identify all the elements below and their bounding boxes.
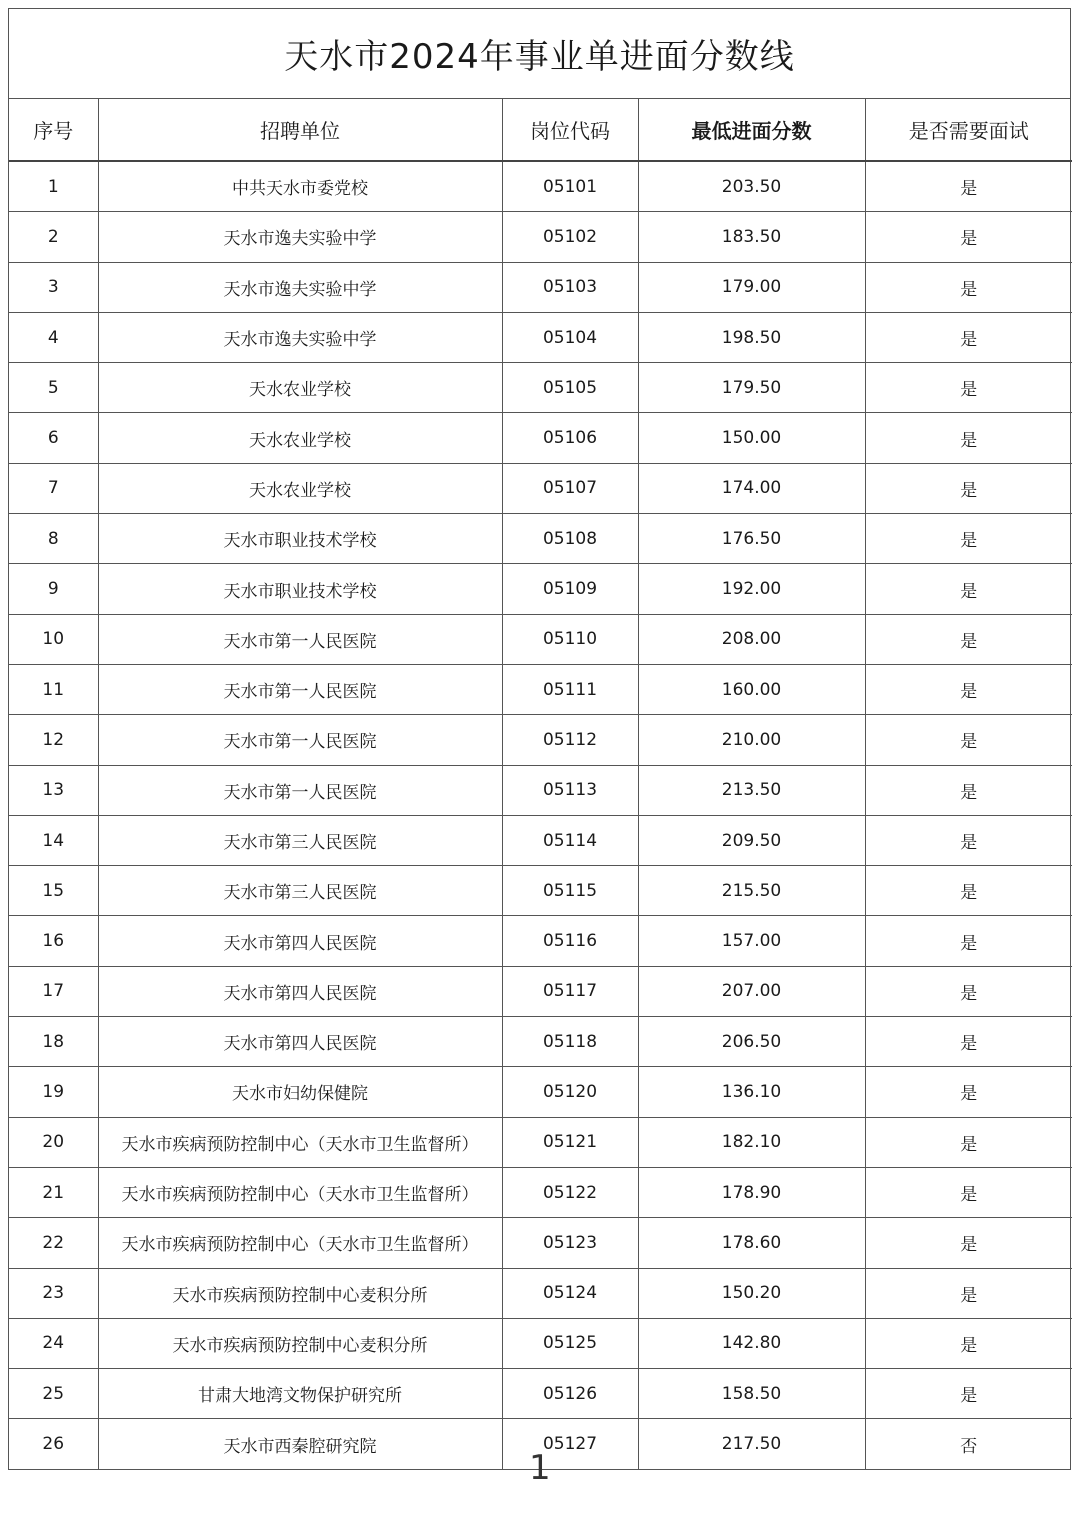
cell-position-code: 05125 [502,1318,638,1368]
cell-minimum-score: 179.00 [638,262,865,312]
cell-interview-required: 是 [865,1017,1072,1067]
table-row [9,363,1072,413]
cell-serial-number: 15 [9,866,98,916]
cell-serial-number: 20 [9,1117,98,1167]
table-row [9,1369,1072,1419]
table-row [9,312,1072,362]
cell-recruiting-unit: 天水市妇幼保健院 [98,1067,502,1117]
cell-minimum-score: 217.50 [638,1419,865,1469]
cell-recruiting-unit: 天水市第四人民医院 [98,966,502,1016]
cell-recruiting-unit: 天水市逸夫实验中学 [98,312,502,362]
cell-minimum-score: 150.20 [638,1268,865,1318]
cell-position-code: 05108 [502,514,638,564]
table-row [9,765,1072,815]
table-row [9,866,1072,916]
cell-interview-required: 是 [865,363,1072,413]
cell-minimum-score: 203.50 [638,161,865,212]
cell-recruiting-unit: 天水农业学校 [98,363,502,413]
cell-serial-number: 13 [9,765,98,815]
cell-minimum-score: 183.50 [638,212,865,262]
cell-position-code: 05123 [502,1218,638,1268]
cell-minimum-score: 215.50 [638,866,865,916]
cell-interview-required: 是 [865,815,1072,865]
cell-minimum-score: 178.60 [638,1218,865,1268]
cell-position-code: 05118 [502,1017,638,1067]
cell-position-code: 05116 [502,916,638,966]
cell-recruiting-unit: 天水市疾病预防控制中心麦积分所 [98,1318,502,1368]
table-row [9,1117,1072,1167]
table-row [9,1318,1072,1368]
cell-recruiting-unit: 天水市第一人民医院 [98,715,502,765]
cell-position-code: 05103 [502,262,638,312]
cell-minimum-score: 206.50 [638,1017,865,1067]
cell-serial-number: 9 [9,564,98,614]
table-row [9,262,1072,312]
cell-position-code: 05124 [502,1268,638,1318]
cell-recruiting-unit: 天水市第三人民医院 [98,815,502,865]
cell-interview-required: 是 [865,463,1072,513]
table-row [9,212,1072,262]
cell-interview-required: 是 [865,262,1072,312]
cell-recruiting-unit: 天水市职业技术学校 [98,514,502,564]
cell-minimum-score: 174.00 [638,463,865,513]
cell-minimum-score: 150.00 [638,413,865,463]
score-table-sheet [8,8,1071,1470]
table-row [9,614,1072,664]
cell-minimum-score: 208.00 [638,614,865,664]
header-position-code: 岗位代码 [502,99,638,161]
cell-serial-number: 17 [9,966,98,1016]
table-header-row [9,99,1072,161]
cell-interview-required: 是 [865,514,1072,564]
cell-serial-number: 1 [9,161,98,212]
cell-position-code: 05109 [502,564,638,614]
cell-serial-number: 2 [9,212,98,262]
table-row [9,1067,1072,1117]
table-row [9,815,1072,865]
header-recruiting-unit: 招聘单位 [98,99,502,161]
table-row [9,413,1072,463]
cell-position-code: 05111 [502,664,638,714]
cell-interview-required: 是 [865,413,1072,463]
cell-recruiting-unit: 天水农业学校 [98,413,502,463]
cell-serial-number: 6 [9,413,98,463]
cell-interview-required: 是 [865,866,1072,916]
cell-minimum-score: 209.50 [638,815,865,865]
cell-serial-number: 23 [9,1268,98,1318]
cell-serial-number: 10 [9,614,98,664]
cell-interview-required: 是 [865,1318,1072,1368]
table-row [9,161,1072,212]
cell-serial-number: 11 [9,664,98,714]
table-row [9,564,1072,614]
cell-position-code: 05122 [502,1167,638,1217]
cell-position-code: 05126 [502,1369,638,1419]
table-row [9,966,1072,1016]
document-title: 天水市2024年事业单进面分数线 [9,9,1070,99]
cell-position-code: 05102 [502,212,638,262]
cell-interview-required: 是 [865,916,1072,966]
cell-recruiting-unit: 天水市第三人民医院 [98,866,502,916]
cell-recruiting-unit: 天水市第一人民医院 [98,664,502,714]
cell-interview-required: 是 [865,1067,1072,1117]
cell-interview-required: 是 [865,765,1072,815]
cell-position-code: 05127 [502,1419,638,1469]
cell-minimum-score: 178.90 [638,1167,865,1217]
cell-serial-number: 12 [9,715,98,765]
table-row [9,463,1072,513]
cell-interview-required: 是 [865,614,1072,664]
table-row [9,1268,1072,1318]
cell-interview-required: 是 [865,564,1072,614]
cell-recruiting-unit: 天水市第四人民医院 [98,916,502,966]
cell-interview-required: 是 [865,212,1072,262]
cell-minimum-score: 158.50 [638,1369,865,1419]
cell-interview-required: 是 [865,161,1072,212]
cell-position-code: 05104 [502,312,638,362]
cell-position-code: 05113 [502,765,638,815]
cell-position-code: 05106 [502,413,638,463]
cell-position-code: 05101 [502,161,638,212]
cell-serial-number: 7 [9,463,98,513]
cell-interview-required: 否 [960,1436,978,1457]
cell-serial-number: 3 [9,262,98,312]
cell-position-code: 05107 [502,463,638,513]
cell-interview-required: 是 [865,1369,1072,1419]
cell-interview-required: 是 [865,312,1072,362]
cell-position-code: 05114 [502,815,638,865]
cell-recruiting-unit: 天水市疾病预防控制中心（天水市卫生监督所） [98,1117,502,1167]
cell-minimum-score: 179.50 [638,363,865,413]
table-row [9,715,1072,765]
cell-serial-number: 26 [9,1419,98,1469]
cell-minimum-score: 182.10 [638,1117,865,1167]
cell-minimum-score: 136.10 [638,1067,865,1117]
cell-minimum-score: 160.00 [638,664,865,714]
cell-interview-required: 是 [865,715,1072,765]
cell-serial-number: 16 [9,916,98,966]
cell-interview-required: 是 [865,1167,1072,1217]
cell-serial-number: 8 [9,514,98,564]
cell-recruiting-unit: 天水农业学校 [98,463,502,513]
cell-minimum-score: 176.50 [638,514,865,564]
cell-position-code: 05112 [502,715,638,765]
cell-interview-required: 是 [865,1268,1072,1318]
cell-recruiting-unit: 天水市第一人民医院 [98,614,502,664]
table-row [9,916,1072,966]
cell-recruiting-unit: 天水市疾病预防控制中心麦积分所 [98,1268,502,1318]
page-number: 1 [529,1448,551,1488]
cell-interview-required: 是 [865,966,1072,1016]
cell-serial-number: 4 [9,312,98,362]
cell-recruiting-unit: 天水市疾病预防控制中心（天水市卫生监督所） [98,1218,502,1268]
cell-serial-number: 21 [9,1167,98,1217]
cell-position-code: 05115 [502,866,638,916]
cell-minimum-score: 157.00 [638,916,865,966]
table-row [9,664,1072,714]
table-body [9,161,1072,1469]
cell-position-code: 05121 [502,1117,638,1167]
table-row [9,1218,1072,1268]
cell-serial-number: 18 [9,1017,98,1067]
cell-position-code: 05117 [502,966,638,1016]
cell-minimum-score: 210.00 [638,715,865,765]
cell-minimum-score: 213.50 [638,765,865,815]
cell-minimum-score: 198.50 [638,312,865,362]
cell-minimum-score: 207.00 [638,966,865,1016]
table-row [9,514,1072,564]
cell-serial-number: 19 [9,1067,98,1117]
cell-recruiting-unit: 中共天水市委党校 [98,161,502,212]
header-serial-number: 序号 [9,99,98,161]
cell-position-code: 05110 [502,614,638,664]
cell-minimum-score: 192.00 [638,564,865,614]
cell-recruiting-unit: 天水市第四人民医院 [98,1017,502,1067]
cell-serial-number: 14 [9,815,98,865]
cell-serial-number: 24 [9,1318,98,1368]
cell-interview-required: 是 [865,664,1072,714]
cell-position-code: 05105 [502,363,638,413]
cell-recruiting-unit: 天水市职业技术学校 [98,564,502,614]
cell-serial-number: 22 [9,1218,98,1268]
cell-recruiting-unit: 天水市西秦腔研究院 [98,1419,502,1469]
cell-recruiting-unit: 天水市第一人民医院 [98,765,502,815]
cell-recruiting-unit: 天水市逸夫实验中学 [98,262,502,312]
header-minimum-score: 最低进面分数 [638,99,865,161]
score-table [9,99,1072,1469]
cell-recruiting-unit: 天水市疾病预防控制中心（天水市卫生监督所） [98,1167,502,1217]
header-interview-required: 是否需要面试 [865,99,1072,161]
table-row [9,1017,1072,1067]
table-row [9,1167,1072,1217]
cell-position-code: 05120 [502,1067,638,1117]
cell-minimum-score: 142.80 [638,1318,865,1368]
cell-interview-required: 是 [865,1218,1072,1268]
cell-interview-required: 是 [865,1117,1072,1167]
cell-serial-number: 25 [9,1369,98,1419]
cell-serial-number: 5 [9,363,98,413]
cell-recruiting-unit: 天水市逸夫实验中学 [98,212,502,262]
cell-recruiting-unit: 甘肃大地湾文物保护研究所 [98,1369,502,1419]
